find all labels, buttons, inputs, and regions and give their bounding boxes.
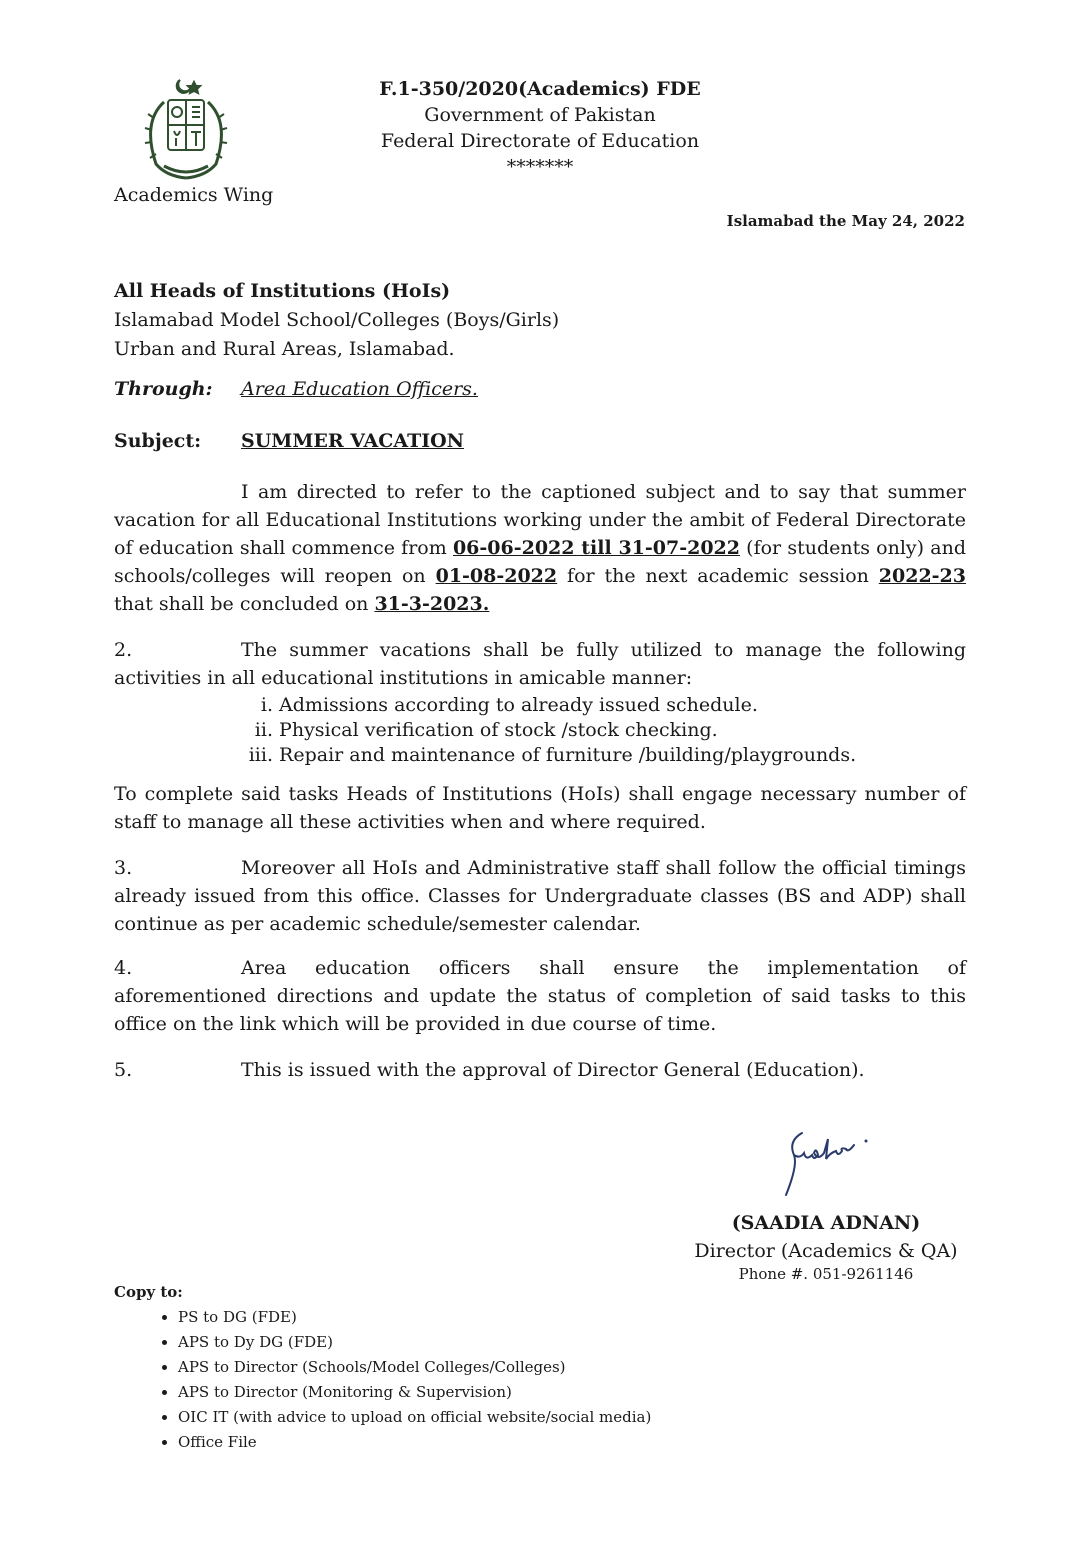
paragraph-5: 5. This is issued with the approval of Director General (Education). bbox=[114, 1056, 966, 1084]
addressee-title: All Heads of Institutions (HoIs) bbox=[114, 280, 451, 302]
signatory-title: Director (Academics & QA) bbox=[694, 1240, 958, 1262]
signatory-phone: Phone #. 051-9261146 bbox=[738, 1265, 914, 1283]
subject-line bbox=[114, 430, 464, 452]
list-item: • OIC IT (with advice to upload on official website/social media) bbox=[178, 1405, 651, 1430]
paragraph-4: 4. Area education officers shall ensure the implementation of aforementioned directions and update the status of completion of said tasks to this office on the link which will be provided in due course of time. bbox=[114, 954, 966, 1038]
signatory-name: (SAADIA ADNAN) bbox=[731, 1212, 921, 1234]
state-emblem-icon bbox=[134, 74, 238, 184]
activities-list bbox=[240, 693, 856, 768]
list-item: iii. Repair and maintenance of furniture /building/playgrounds. bbox=[248, 744, 857, 766]
session-end-date: 31-3-2023. bbox=[374, 593, 490, 615]
copy-to-block bbox=[114, 1283, 651, 1455]
list-item: • APS to Director (Monitoring & Supervision) bbox=[178, 1380, 651, 1405]
copy-to-list bbox=[114, 1305, 651, 1455]
paragraph-number: 2. bbox=[114, 639, 133, 661]
paragraph-number: 5. bbox=[114, 1059, 133, 1081]
handwritten-signature bbox=[780, 1125, 890, 1205]
paragraph-number: 4. bbox=[114, 957, 133, 979]
paragraph-2-continuation: To complete said tasks Heads of Institutions (HoIs) shall engage necessary number of staff to manage all these activities when and where required. bbox=[114, 783, 966, 833]
list-item: ii. Physical verification of stock /stock checking. bbox=[254, 719, 718, 741]
reopen-date: 01-08-2022 bbox=[435, 565, 558, 587]
addressee-block bbox=[114, 277, 559, 364]
department-wing: Academics Wing bbox=[114, 184, 274, 206]
paragraph-number: 3. bbox=[114, 857, 133, 879]
addressee-line-1: Islamabad Model School/Colleges (Boys/Girls) bbox=[114, 309, 560, 331]
reference-number: F.1-350/2020(Academics) FDE bbox=[379, 78, 701, 100]
paragraph-2: 2. The summer vacations shall be fully utilized to manage the following activities in all educational institutions in amicable manner: bbox=[114, 636, 966, 692]
government-line: Government of Pakistan bbox=[424, 104, 656, 126]
list-item: i. Admissions according to already issued schedule. bbox=[260, 694, 758, 716]
list-item: • APS to Dy DG (FDE) bbox=[178, 1330, 651, 1355]
subject-label: Subject: bbox=[114, 430, 202, 452]
through-line bbox=[114, 378, 478, 400]
academic-session: 2022-23 bbox=[878, 565, 966, 587]
letter-header bbox=[330, 76, 750, 180]
list-item: • APS to Director (Schools/Model Colleges/Colleges) bbox=[178, 1355, 651, 1380]
subject-value: SUMMER VACATION bbox=[241, 430, 465, 452]
separator-stars: ******* bbox=[506, 156, 574, 178]
letter-date: Islamabad the May 24, 2022 bbox=[726, 212, 965, 230]
signatory-block bbox=[678, 1209, 974, 1283]
list-item: • PS to DG (FDE) bbox=[178, 1305, 651, 1330]
through-value: Area Education Officers. bbox=[241, 378, 478, 400]
vacation-dates: 06-06-2022 till 31-07-2022 bbox=[452, 537, 740, 559]
directorate-line: Federal Directorate of Education bbox=[380, 130, 700, 152]
through-label: Through: bbox=[114, 378, 213, 400]
addressee-line-2: Urban and Rural Areas, Islamabad. bbox=[114, 338, 455, 360]
paragraph-1: I am directed to refer to the captioned subject and to say that summer vacation for all Educational Institutions working under the ambit of Federal Directorate of education shall commence from 06-06-2022 till 31-07-2022 (for students only) and schools/colleges will reopen on 01-08-2022 for the next academic session 2022-23 that shall be concluded on 31-3-2023. bbox=[114, 481, 966, 615]
copy-to-title: Copy to: bbox=[114, 1283, 183, 1301]
list-item: • Office File bbox=[178, 1430, 651, 1455]
paragraph-3: 3. Moreover all HoIs and Administrative staff shall follow the official timings already issued from this office. Classes for Undergraduate classes (BS and ADP) shall continue as per academic schedule/semester calendar. bbox=[114, 854, 966, 938]
